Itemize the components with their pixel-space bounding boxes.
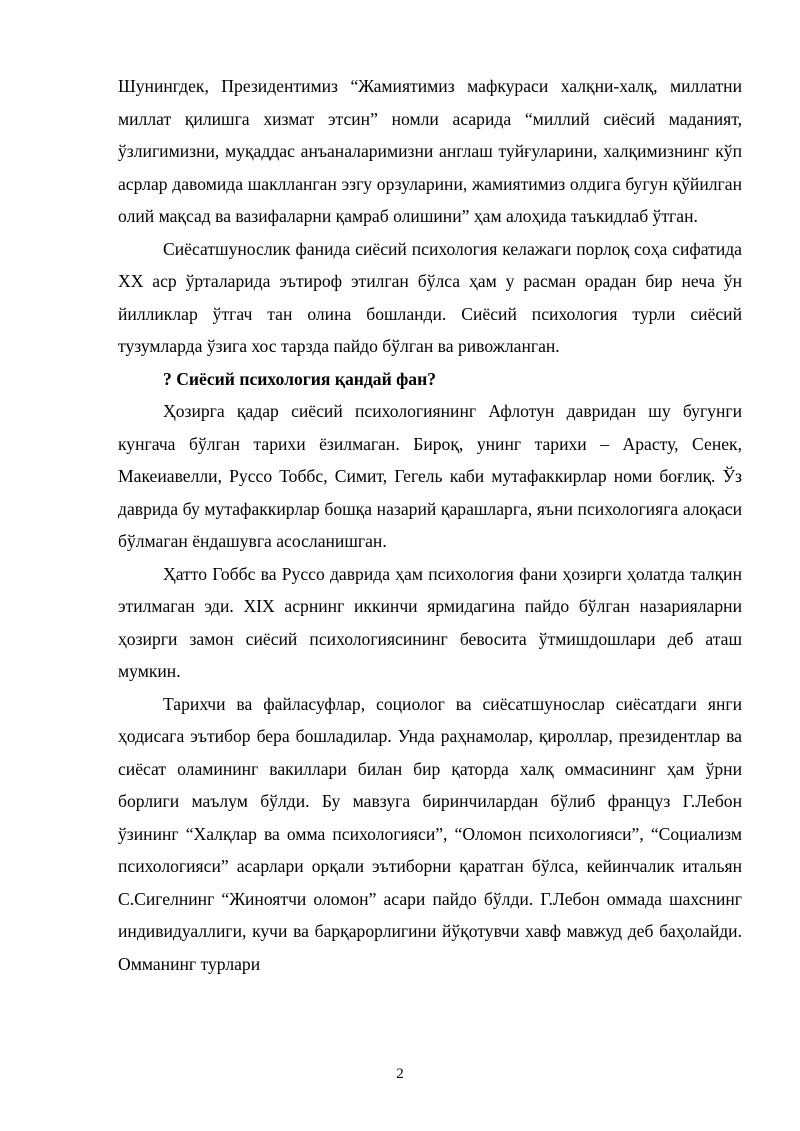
page-number: 2 (396, 1066, 404, 1082)
paragraph-history: Ҳозирга қадар сиёсий психологиянинг Афлотун давридан шу бугунги кунгача бўлган тарихи ёзилмаган. Бироқ, унинг тарихи – Арасту, Сенек, Макеиавелли, Руссо Тоббс, Симит, Гегель каби мутафаккирлар номи боғлиқ. Ўз даврида бу мутафаккирлар бошқа назарий қарашларга, яъни психологияга алоқаси бўлмаган ёндашувга асосланишган. (118, 401, 742, 551)
paragraph-intro: Шунингдек, Президентимиз “Жамиятимиз мафкураси халқни-халқ, миллатни миллат қилишга хизмат этсин” номли асарида “миллий сиёсий маданият, ўзлигимизни, муқаддас анъаналаримизни англаш туйғуларини, халқимизнинг кўп асрлар давомида шаклланган эзгу орзуларини, жамиятимиз олдига бугун қўйилган олий мақсад ва вазифаларни қамраб олишини” ҳам алоҳида таъкидлаб ўтган. (118, 76, 742, 226)
paragraph-historians-lebon: Тарихчи ва файласуфлар, социолог ва сиёсатшунослар сиёсатдаги янги ҳодисага эътибор бера бошладилар. Унда раҳнамолар, қироллар, президентлар ва сиёсат оламининг вакиллари билан бир қаторда халқ оммасининг ҳам ўрни борлиги маълум бўлди. Бу мавзуга биринчилардан бўлиб француз Г.Лебон ўзининг “Халқлар ва омма психологияси”, “Оломон психологияси”, “Социализм психологияси” асарлари орқали эътиборни қаратган бўлса, кейинчалик итальян С.Сигелнинг “Жиноятчи оломон” асари пайдо бўлди. Г.Лебон оммада шахснинг индивидуаллиги, кучи ва барқарорлигини йўқотувчи хавф мавжуд деб баҳолайди. Омманинг турлари (118, 693, 742, 974)
section-heading-question: ? Сиёсий психология қандай фан? (163, 368, 437, 389)
page-body (118, 70, 742, 980)
paragraph-political-psychology-recognition: Сиёсатшунослик фанида сиёсий психология келажаги порлоқ соҳа сифатида XX аср ўрталарида эътироф этилган бўлса ҳам у расман орадан бир неча ўн йилликлар ўтгач тан олина бошланди. Сиёсий психология турли сиёсий тузумларда ўзига хос тарзда пайдо бўлган ва ривожланган. (118, 238, 742, 356)
paragraph-hobbes-rousseau: Ҳатто Гоббс ва Руссо даврида ҳам психология фани ҳозирги ҳолатда талқин этилмаган эди. XIX асрнинг иккинчи ярмидагина пайдо бўлган назарияларни ҳозирги замон сиёсий психологиясининг бевосита ўтмишдошлари деб аташ мумкин. (118, 563, 742, 681)
